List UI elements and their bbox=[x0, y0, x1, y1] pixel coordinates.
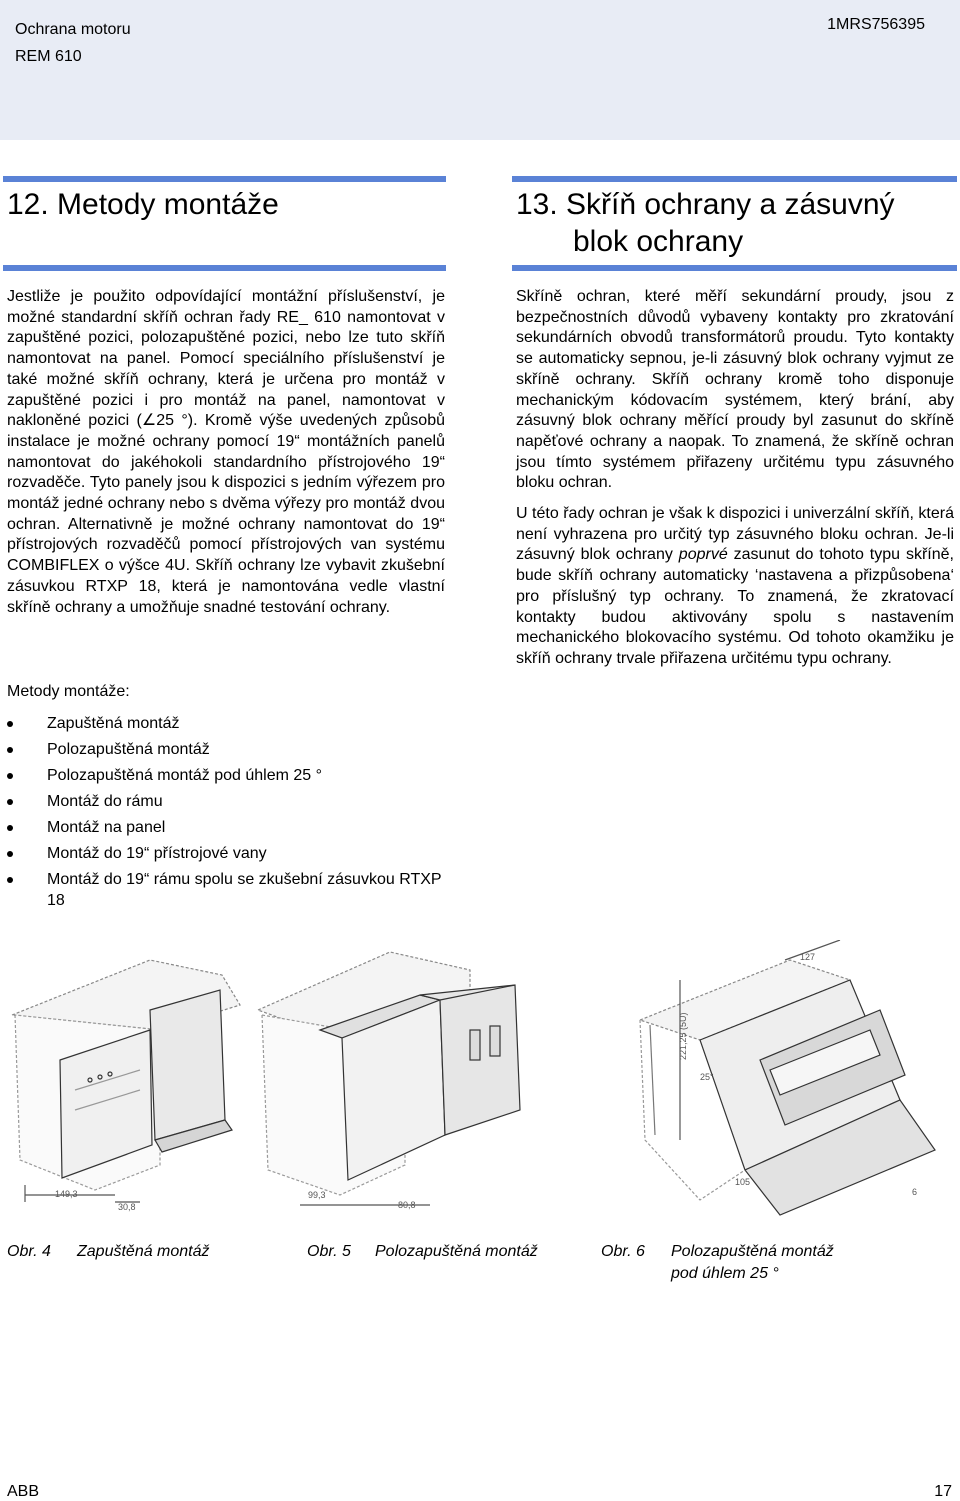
paragraph-emphasis: poprvé bbox=[678, 546, 728, 564]
figure-5-semi-flush-mount bbox=[258, 952, 520, 1205]
mounting-figures bbox=[0, 940, 960, 1220]
fig4-dim-depth: 30,8 bbox=[118, 1202, 136, 1212]
header-product: REM 610 bbox=[15, 48, 82, 65]
section-rule-bottom bbox=[512, 265, 957, 271]
caption-number: Obr. 5 bbox=[307, 1243, 351, 1260]
page-header bbox=[0, 0, 960, 140]
footer-company: ABB bbox=[7, 1483, 40, 1500]
methods-label: Metody montáže: bbox=[7, 683, 130, 700]
fig4-dim-width: 149,3 bbox=[55, 1189, 78, 1199]
fig5-dim-left: 99,3 bbox=[308, 1190, 326, 1200]
list-item: Polozapuštěná montáž bbox=[7, 740, 447, 761]
list-item: Montáž do rámu bbox=[7, 792, 447, 813]
caption-number: Obr. 6 bbox=[601, 1243, 645, 1260]
list-item: Polozapuštěná montáž pod úhlem 25 ° bbox=[7, 766, 447, 787]
caption-text-line2: pod úhlem 25 ° bbox=[671, 1265, 779, 1282]
list-item: Montáž do 19“ přístrojové vany bbox=[7, 844, 447, 865]
section-12-body bbox=[7, 287, 445, 618]
section-rule-top bbox=[512, 176, 957, 182]
caption-text: Polozapuštěná montáž bbox=[671, 1243, 834, 1260]
caption-number: Obr. 4 bbox=[7, 1243, 51, 1260]
section-13-body bbox=[516, 287, 954, 670]
section-rule-bottom bbox=[3, 265, 446, 271]
list-item: Montáž do 19“ rámu spolu se zkušební zásuvkou RTXP 18 bbox=[7, 870, 447, 911]
header-title: Ochrana motoru bbox=[15, 21, 131, 38]
list-item: Montáž na panel bbox=[7, 818, 447, 839]
page-number: 17 bbox=[934, 1483, 952, 1500]
section-12-paragraph: Jestliže je použito odpovídající montážní příslušenství, je možné standardní skříň ochran řady RE_ 610 namontovat v zapuštěné pozici, polozapuštěné pozici, nebo lze tuto skříň namontovat na panel. Pomocí speciálního příslušenství je také možné skříň ochrany, která je určena pro montáž v zapuštěné pozici i pro montáž na panel, namontovat v nakloněné pozici (∠25 °). Kromě výše uvedených způsobů instalace je možné ochrany pomocí 19“ montážních panelů namontovat do jakéhokoli standardního přístrojového 19“ rozvaděče. Tyto panely jsou k dispozici s jedním výřezem pro montáž jedné ochrany nebo s dvěma výřezy pro montáž dvou ochran. Alternativně je možné ochrany namontovat do 19“ přístrojových rozvaděčů pomocí přístrojových van systému COMBIFLEX o výšce 4U. Skříň ochrany lze vybavit zkušební zásuvkou RTXP 18, která je namontována vedle vlastní skříně ochrany a umožňuje snadné testování ochrany. bbox=[7, 288, 445, 616]
fig6-dim-top: 127 bbox=[800, 952, 816, 962]
section-13-title bbox=[516, 186, 895, 260]
list-item: Zapuštěná montáž bbox=[7, 714, 447, 735]
paragraph-text: zasunut do tohoto typu skříně, bude skříň ochrany automaticky ‘nastavena a přizpůsobena‘ pro příslušný typ ochrany. To znamená, že zkratovací kontakty budou aktivovány spolu s nastavením mechanického blokovacího systému. Od tohoto okamžiku je skříň ochrany trvale přiřazena určitému typu ochrany. bbox=[516, 546, 954, 667]
methods-list bbox=[7, 714, 447, 917]
fig6-dim-offset: 6 bbox=[912, 1187, 918, 1197]
section-13-paragraph-1: Skříně ochran, které měří sekundární proudy, jsou z bezpečnostních důvodů vybaveny kontakty pro zkratování sekundárních obvodů transformátorů proudu. Tyto kontakty se automaticky sepnou, je-li zásuvný blok ochrany vyjmut ze skříně ochrany. Skříň ochrany kromě toho disponuje mechanickým kódovacím systémem, který brání, aby zásuvný blok ochrany měřící proudy byl zasunut do skříně napěťové ochrany a naopak. To znamená, že skříně ochran jsou tímto systémem přiřazeny určitému typu zásuvného bloku ochran. bbox=[516, 288, 954, 492]
header-doc-id: 1MRS756395 bbox=[827, 16, 925, 33]
section-12-title: 12. Metody montáže bbox=[7, 188, 279, 221]
section-13-title-line2: blok ochrany bbox=[573, 225, 744, 258]
paragraph-text: U této řady ochran je však k dispozici i univerzální skříň, která není vyhrazena pro určitý typ zásuvného bloku ochran. Je-li zásuvný blok ochrany bbox=[516, 505, 954, 564]
header-left bbox=[15, 16, 131, 70]
caption-text: Polozapuštěná montáž bbox=[375, 1243, 538, 1260]
figure-4-flush-mount bbox=[12, 960, 240, 1202]
fig6-dim-height: 221,25 (5U) bbox=[678, 1012, 688, 1060]
fig6-dim-bottom: 105 bbox=[735, 1177, 751, 1187]
figure-6-angled-mount bbox=[640, 940, 935, 1215]
section-13-paragraph-2 bbox=[516, 504, 954, 670]
section-rule-top bbox=[3, 176, 446, 182]
section-13-title-line1: 13. Skříň ochrany a zásuvný bbox=[516, 188, 895, 221]
caption-text: Zapuštěná montáž bbox=[77, 1243, 210, 1260]
fig5-dim-right: 80,8 bbox=[398, 1200, 416, 1210]
fig6-dim-angle: 25° bbox=[700, 1072, 714, 1082]
